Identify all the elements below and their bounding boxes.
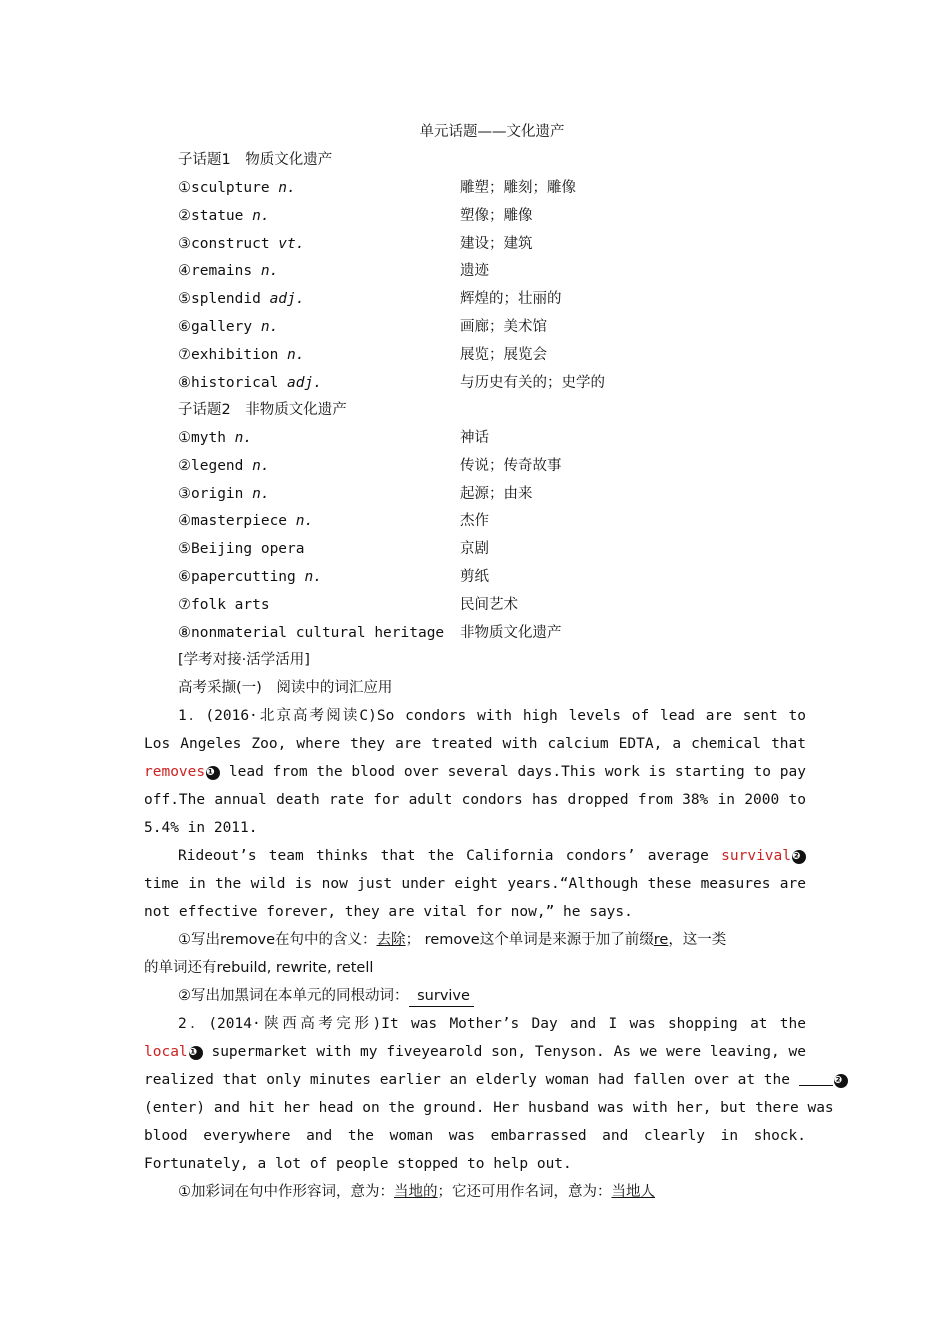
topic1-vocab-word: ⑥gallery n. bbox=[178, 319, 279, 335]
part-of-speech: n. bbox=[287, 346, 305, 363]
answer-local-noun: 当地人 bbox=[611, 1184, 655, 1200]
topic1-vocab-meaning: 雕塑；雕刻；雕像 bbox=[460, 180, 576, 196]
q1-line-7: time in the wild is now just under eight years.“Although these measures are bbox=[144, 876, 806, 892]
topic1-vocab-word: ④remains n. bbox=[178, 263, 279, 280]
topic2-vocab-word: ⑥papercutting n. bbox=[178, 569, 322, 585]
topic1-vocab-word: ⑦exhibition n. bbox=[178, 346, 305, 363]
topic1-heading: 子话题1 物质文化遗产 bbox=[178, 152, 333, 168]
part-of-speech: adj. bbox=[269, 291, 305, 308]
page-title: 单元话题——文化遗产 bbox=[419, 124, 565, 140]
topic2-vocab-word: ④masterpiece n. bbox=[178, 513, 314, 530]
answer-local-adj: 当地的 bbox=[394, 1184, 438, 1200]
q2-line-3: realized that only minutes earlier an elderly woman had fallen over at the ❷ bbox=[144, 1070, 806, 1090]
topic1-vocab-word: ②statue n. bbox=[178, 207, 270, 224]
topic2-vocab-meaning: 传说；传奇故事 bbox=[460, 457, 562, 474]
part-of-speech: n. bbox=[295, 513, 314, 530]
topic1-vocab-meaning: 遗迹 bbox=[460, 263, 489, 280]
topic1-vocab-word: ⑤splendid adj. bbox=[178, 291, 305, 308]
topic2-vocab-meaning: 京剧 bbox=[460, 541, 489, 558]
part-of-speech: n. bbox=[252, 485, 270, 502]
part-of-speech: n. bbox=[252, 457, 270, 474]
topic2-heading: 子话题2 非物质文化遗产 bbox=[178, 402, 347, 418]
part-of-speech: n. bbox=[234, 430, 253, 446]
highlight-word-removes: removes bbox=[144, 764, 206, 780]
q2-line-5: blood everywhere and the woman was embarrassed and clearly in shock. bbox=[144, 1128, 806, 1144]
highlight-word-survival: survival bbox=[721, 848, 791, 864]
part-of-speech: n. bbox=[304, 569, 322, 585]
topic1-vocab-word: ⑧historical adj. bbox=[178, 374, 322, 391]
topic2-vocab-meaning: 起源；由来 bbox=[460, 485, 533, 502]
q1-answer-1: ①写出remove在句中的含义：去除； remove这个单词是来源于加了前缀re，这一类 bbox=[178, 932, 727, 948]
q2-line-6: Fortunately, a lot of people stopped to help out. bbox=[144, 1156, 572, 1172]
answer-survive: survive bbox=[409, 986, 474, 1007]
part-of-speech: n. bbox=[278, 180, 296, 196]
q1-line-4: off.The annual death rate for adult condors has dropped from 38% in 2000 to bbox=[144, 792, 806, 808]
part-of-speech: vt. bbox=[278, 235, 305, 252]
topic2-vocab-meaning: 民间艺术 bbox=[460, 596, 518, 613]
q1-answer-2: ②写出加黑词在本单元的同根动词： survive bbox=[178, 986, 806, 1007]
topic2-vocab-word: ③origin n. bbox=[178, 485, 270, 502]
part-of-speech: adj. bbox=[287, 374, 322, 391]
fill-blank bbox=[799, 1071, 833, 1086]
q2-line-1: 2．(2014·陕西高考完形)It was Mother’s Day and I was shopping at the bbox=[178, 1016, 806, 1032]
q1-line-8: not effective forever, they are vital for now,” he says. bbox=[144, 904, 633, 920]
topic2-vocab-word: ⑤Beijing opera bbox=[178, 541, 305, 558]
topic1-vocab-word: ①sculpture n. bbox=[178, 180, 296, 196]
answer-remove-meaning: 去除 bbox=[376, 932, 406, 948]
marker-2-icon: ❷ bbox=[792, 850, 806, 864]
marker-2-icon: ❷ bbox=[834, 1074, 848, 1088]
answer-prefix: re bbox=[653, 932, 669, 948]
highlight-word-local: local bbox=[144, 1044, 188, 1060]
topic2-vocab-word: ①myth n. bbox=[178, 430, 253, 446]
topic2-vocab-meaning: 非物质文化遗产 bbox=[460, 624, 562, 641]
part-of-speech: n. bbox=[252, 207, 270, 224]
topic2-vocab-meaning: 剪纸 bbox=[460, 569, 489, 585]
q2-line-4: (enter) and hit her head on the ground. Her husband was with her, but there was bbox=[144, 1100, 834, 1116]
q1-line-2: Los Angeles Zoo, where they are treated with calcium EDTA, a chemical that bbox=[144, 736, 806, 752]
topic1-vocab-meaning: 建设；建筑 bbox=[460, 235, 533, 252]
q2-line-2: local❶ supermarket with my fiveyearold son, Tenyson. As we were leaving, we bbox=[144, 1044, 806, 1060]
q1-line-1: 1．(2016·北京高考阅读C)So condors with high levels of lead are sent to bbox=[178, 708, 806, 724]
topic2-vocab-word: ⑧nonmaterial cultural heritage bbox=[178, 624, 445, 641]
topic2-vocab-meaning: 杰作 bbox=[460, 513, 489, 530]
topic2-vocab-word: ⑦folk arts bbox=[178, 596, 270, 613]
q1-line-3: removes❶ lead from the blood over several days.This work is starting to pay bbox=[144, 764, 806, 780]
topic1-vocab-meaning: 与历史有关的；史学的 bbox=[460, 374, 605, 391]
topic1-vocab-meaning: 展览；展览会 bbox=[460, 346, 547, 363]
q1-line-5: 5.4% in 2011. bbox=[144, 820, 258, 836]
topic1-vocab-meaning: 辉煌的；壮丽的 bbox=[460, 291, 562, 308]
part-of-speech: n. bbox=[260, 319, 279, 335]
topic1-vocab-meaning: 画廊；美术馆 bbox=[460, 319, 547, 335]
marker-1-icon: ❶ bbox=[206, 766, 220, 780]
topic2-vocab-meaning: 神话 bbox=[460, 430, 489, 446]
q2-answer-1: ①加彩词在句中作形容词，意为：当地的；它还可用作名词，意为：当地人 bbox=[178, 1184, 655, 1200]
topic1-vocab-word: ③construct vt. bbox=[178, 235, 305, 252]
section-subheading: 高考采撷(一) 阅读中的词汇应用 bbox=[178, 680, 393, 696]
q1-answer-1-cont: 的单词还有rebuild, rewrite, retell bbox=[144, 960, 374, 976]
section-label: [学考对接·活学活用] bbox=[178, 652, 310, 668]
topic1-vocab-meaning: 塑像；雕像 bbox=[460, 207, 533, 224]
topic2-vocab-word: ②legend n. bbox=[178, 457, 270, 474]
q1-line-6: Rideout’s team thinks that the California condors’ average survival❷ bbox=[178, 846, 806, 866]
part-of-speech: n. bbox=[260, 263, 279, 280]
marker-1-icon: ❶ bbox=[189, 1046, 203, 1060]
